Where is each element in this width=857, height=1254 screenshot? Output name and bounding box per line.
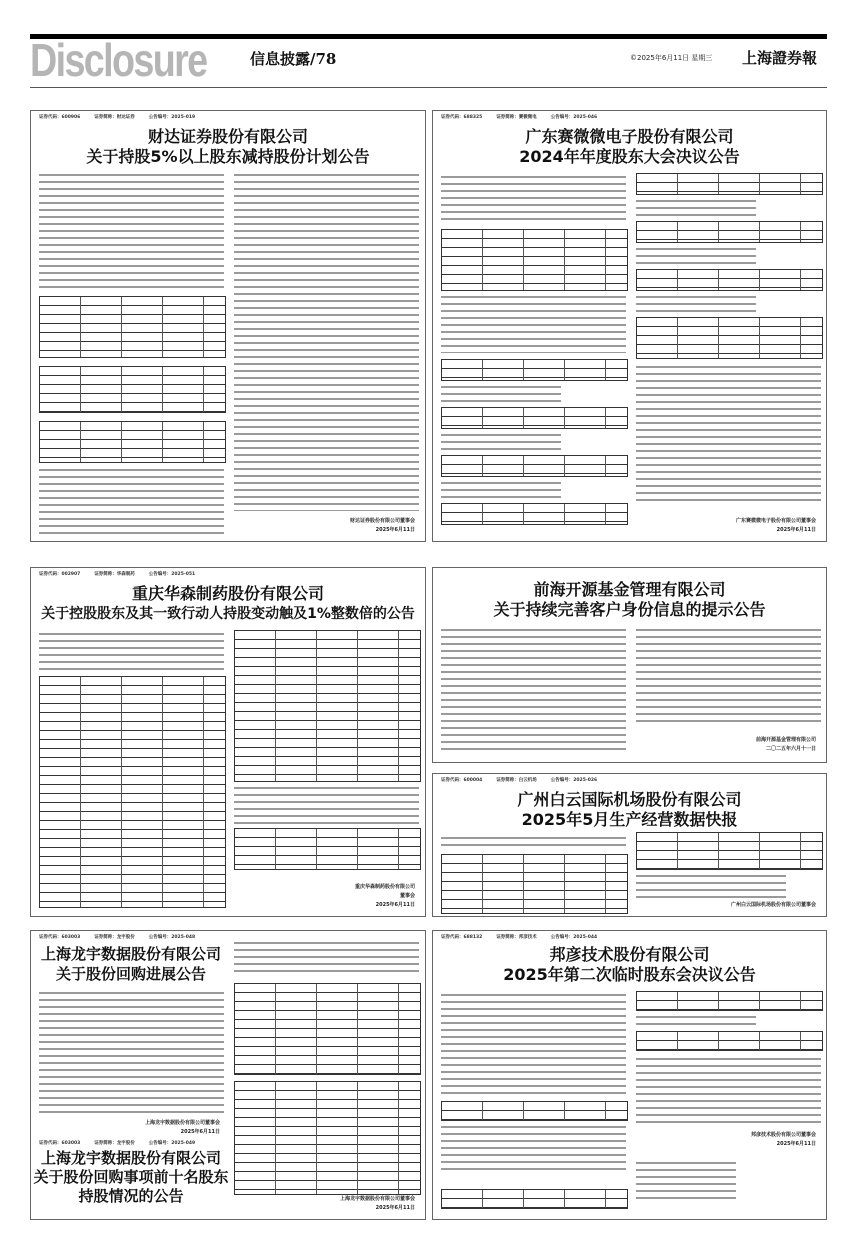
body-text-block xyxy=(441,383,561,403)
data-table xyxy=(441,1101,628,1121)
notice-title: 财达证券股份有限公司 xyxy=(147,127,308,146)
notice-title: 广东赛微微电子股份有限公司 xyxy=(525,127,734,146)
body-text-block xyxy=(441,1123,626,1173)
body-text-block xyxy=(636,197,756,217)
data-table xyxy=(39,421,226,463)
body-text-block xyxy=(441,173,626,223)
notice-subtitle: 2025年第二次临时股东会决议公告 xyxy=(503,965,756,984)
body-text-block xyxy=(39,989,224,1117)
notice-subtitle: 关于股份回购进展公告 xyxy=(55,965,206,983)
notice-signature: 广州白云国际机场股份有限公司董事会 xyxy=(730,902,816,908)
notice-title: 前海开源基金管理有限公司 xyxy=(533,580,726,599)
data-table xyxy=(441,359,628,381)
data-table xyxy=(636,221,823,243)
body-text-block xyxy=(234,939,419,977)
body-text-block xyxy=(441,431,561,451)
section-title: 信息披露/78 xyxy=(250,50,337,68)
brand-logo: Disclosure xyxy=(30,34,207,86)
body-text-block xyxy=(39,171,224,291)
data-table xyxy=(234,983,421,1075)
notice-title: 上海龙宇数据股份有限公司 xyxy=(40,945,221,963)
body-text-block xyxy=(636,1055,821,1125)
body-text-block xyxy=(636,626,821,726)
body-text-block xyxy=(636,245,756,265)
notice-subtitle: 关于股份回购事项前十名股东 xyxy=(33,1168,229,1186)
data-table xyxy=(441,455,628,477)
data-table xyxy=(234,1081,421,1195)
notice-bangyan xyxy=(432,930,827,1220)
notice-meta: 证券代码：600004 证券简称：白云机场 公告编号：2025-026 xyxy=(441,778,598,783)
notice-subtitle: 持股情况的公告 xyxy=(78,1187,184,1205)
paper-name: 上海證券報 xyxy=(742,49,818,67)
body-text-block xyxy=(39,630,224,670)
data-table xyxy=(441,1189,628,1209)
data-table xyxy=(234,630,421,782)
body-text-block xyxy=(441,991,626,1096)
body-text-block xyxy=(636,872,786,900)
notice-meta: 证券代码：688132 证券简称：邦彦技术 公告编号：2025-044 xyxy=(441,935,598,940)
notice-title: 广州白云国际机场股份有限公司 xyxy=(517,790,742,809)
notice-signature: 邦彦技术股份有限公司董事会 2025年6月11日 xyxy=(750,1132,816,1147)
notice-subtitle: 2025年5月生产经营数据快报 xyxy=(521,810,738,829)
header-divider xyxy=(30,87,827,88)
data-table xyxy=(441,854,628,914)
notice-meta: 证券代码：600906 证券简称：财达证券 公告编号：2025-019 xyxy=(39,115,196,120)
data-table xyxy=(234,828,421,870)
body-text-block xyxy=(234,171,419,511)
data-table xyxy=(39,296,226,358)
notice-title: 上海龙宇数据股份有限公司 xyxy=(40,1149,221,1167)
notice-baiyun xyxy=(432,773,827,917)
body-text-block xyxy=(441,834,626,848)
notice-signature: 广东赛微微电子股份有限公司董事会 2025年6月11日 xyxy=(735,518,816,533)
data-table xyxy=(636,173,823,195)
data-table xyxy=(636,269,823,291)
notice-signature: 财达证券股份有限公司董事会 2025年6月11日 xyxy=(349,518,415,533)
notice-subtitle: 关于持续完善客户身份信息的提示公告 xyxy=(493,600,766,619)
notice-meta: 证券代码：603003 证券简称：龙宇股份 公告编号：2025-049 xyxy=(39,1141,196,1146)
body-text-block xyxy=(39,466,224,536)
notice-saiweiwei xyxy=(432,110,827,542)
data-table xyxy=(441,229,628,291)
data-table xyxy=(636,317,823,359)
notice-qianhai xyxy=(432,567,827,763)
notice-signature: 上海龙宇数据股份有限公司董事会 2025年6月11日 xyxy=(144,1120,220,1135)
body-text-block xyxy=(636,1159,736,1199)
notice-meta: 证券代码：603003 证券简称：龙宇股份 公告编号：2025-048 xyxy=(39,935,196,940)
data-table xyxy=(441,407,628,429)
data-table xyxy=(636,991,823,1011)
notice-longyu xyxy=(30,930,426,1220)
notice-subtitle: 2024年年度股东大会决议公告 xyxy=(519,147,740,166)
notice-meta: 证券代码：688325 证券简称：赛微微电 公告编号：2025-046 xyxy=(441,115,598,120)
notice-signature: 上海龙宇数据股份有限公司董事会 2025年6月11日 xyxy=(339,1196,415,1211)
notice-title: 邦彦技术股份有限公司 xyxy=(549,945,710,964)
body-text-block xyxy=(636,293,756,313)
notice-caida xyxy=(30,110,426,542)
data-table xyxy=(39,366,226,413)
data-table xyxy=(441,503,628,525)
body-text-block xyxy=(441,479,561,499)
notice-subtitle: 关于持股5%以上股东减持股份计划公告 xyxy=(86,147,370,166)
notice-signature: 重庆华森制药股份有限公司 董事会 2025年6月11日 xyxy=(354,884,415,908)
data-table xyxy=(39,676,226,908)
notice-signature: 前海开源基金管理有限公司 二〇二五年六月十一日 xyxy=(755,737,816,752)
body-text-block xyxy=(636,1013,756,1027)
issue-date: ©2025年6月11日 星期三 xyxy=(630,54,713,62)
notice-title: 重庆华森制药股份有限公司 xyxy=(131,584,324,603)
body-text-block xyxy=(441,293,626,353)
notice-meta: 证券代码：002907 证券简称：华森制药 公告编号：2025-051 xyxy=(39,572,196,577)
notice-huasen xyxy=(30,567,426,917)
body-text-block xyxy=(636,363,821,503)
data-table xyxy=(636,1031,823,1051)
body-text-block xyxy=(234,784,419,824)
data-table xyxy=(636,832,823,870)
body-text-block xyxy=(441,626,626,754)
notice-subtitle: 关于控股股东及其一致行动人持股变动触及1%整数倍的公告 xyxy=(41,606,415,622)
